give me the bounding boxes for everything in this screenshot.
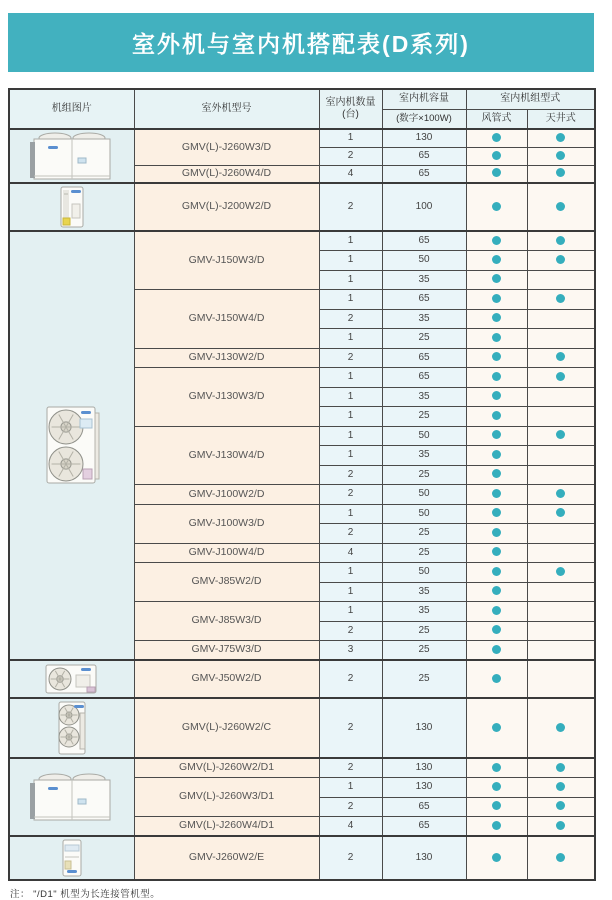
cassette-support-cell xyxy=(527,465,595,485)
indoor-capacity-cell: 25 xyxy=(382,329,466,349)
cassette-support-cell xyxy=(527,582,595,602)
indoor-capacity-cell: 65 xyxy=(382,147,466,165)
support-dot-icon xyxy=(556,236,565,245)
indoor-capacity-cell: 25 xyxy=(382,543,466,563)
support-dot-icon xyxy=(492,853,501,862)
support-dot-icon xyxy=(492,567,501,576)
indoor-qty-cell: 1 xyxy=(319,582,382,602)
support-dot-icon xyxy=(492,674,501,683)
outdoor-model-cell: GMV(L)-J260W4/D xyxy=(134,165,319,183)
indoor-qty-cell: 1 xyxy=(319,778,382,798)
cassette-support-cell xyxy=(527,426,595,446)
support-dot-icon xyxy=(492,236,501,245)
cassette-support-cell xyxy=(527,524,595,544)
duct-support-cell xyxy=(466,504,527,524)
indoor-capacity-cell: 100 xyxy=(382,183,466,231)
support-dot-icon xyxy=(492,430,501,439)
indoor-qty-cell: 1 xyxy=(319,426,382,446)
duct-support-cell xyxy=(466,524,527,544)
indoor-qty-cell: 2 xyxy=(319,660,382,698)
support-dot-icon xyxy=(492,411,501,420)
duct-support-cell xyxy=(466,543,527,563)
indoor-capacity-cell: 25 xyxy=(382,660,466,698)
page-title: 室外机与室内机搭配表(D系列) xyxy=(132,31,470,57)
duct-support-cell xyxy=(466,368,527,388)
outdoor-model-cell: GMV(L)-J200W2/D xyxy=(134,183,319,231)
indoor-qty-cell: 1 xyxy=(319,602,382,622)
cassette-support-cell xyxy=(527,543,595,563)
matching-table xyxy=(8,88,596,881)
unit-image-cell xyxy=(9,698,134,758)
indoor-qty-cell: 1 xyxy=(319,251,382,271)
cassette-support-cell xyxy=(527,446,595,466)
support-dot-icon xyxy=(556,763,565,772)
header-indoor-type: 室内机组型式 xyxy=(466,89,595,109)
cassette-support-cell xyxy=(527,129,595,147)
outdoor-unit-photo-small-horizontal xyxy=(43,661,101,697)
outdoor-model-cell: GMV-J130W4/D xyxy=(134,426,319,485)
unit-image-cell xyxy=(9,129,134,183)
cassette-support-cell xyxy=(527,183,595,231)
outdoor-model-cell: GMV(L)-J260W2/D1 xyxy=(134,758,319,778)
duct-support-cell xyxy=(466,426,527,446)
duct-support-cell xyxy=(466,758,527,778)
indoor-capacity-cell: 130 xyxy=(382,836,466,880)
indoor-capacity-cell: 25 xyxy=(382,621,466,641)
support-dot-icon xyxy=(556,430,565,439)
unit-image-cell xyxy=(9,660,134,698)
header-duct-type: 风管式 xyxy=(466,109,527,129)
support-dot-icon xyxy=(492,821,501,830)
outdoor-model-cell: GMV(L)-J260W4/D1 xyxy=(134,817,319,837)
outdoor-unit-photo-tall-cabinet xyxy=(58,837,86,879)
duct-support-cell xyxy=(466,183,527,231)
indoor-capacity-cell: 25 xyxy=(382,465,466,485)
support-dot-icon xyxy=(492,625,501,634)
indoor-qty-cell: 2 xyxy=(319,147,382,165)
support-dot-icon xyxy=(492,391,501,400)
cassette-support-cell xyxy=(527,602,595,622)
table-row xyxy=(9,698,595,758)
support-dot-icon xyxy=(492,489,501,498)
indoor-capacity-cell: 130 xyxy=(382,698,466,758)
indoor-capacity-cell: 50 xyxy=(382,504,466,524)
footnote: 注： "/D1" 机型为长连接管机型。 xyxy=(10,889,161,900)
support-dot-icon xyxy=(492,645,501,654)
indoor-capacity-cell: 50 xyxy=(382,563,466,583)
support-dot-icon xyxy=(556,133,565,142)
cassette-support-cell xyxy=(527,348,595,368)
outdoor-model-cell: GMV-J75W3/D xyxy=(134,641,319,661)
duct-support-cell xyxy=(466,290,527,310)
duct-support-cell xyxy=(466,270,527,290)
cassette-support-cell xyxy=(527,817,595,837)
indoor-qty-cell: 2 xyxy=(319,348,382,368)
support-dot-icon xyxy=(556,853,565,862)
cassette-support-cell xyxy=(527,309,595,329)
support-dot-icon xyxy=(492,202,501,211)
indoor-qty-cell: 2 xyxy=(319,183,382,231)
header-indoor-capacity: 室内机容量 xyxy=(382,89,466,109)
outdoor-model-cell: GMV-J100W2/D xyxy=(134,485,319,505)
indoor-qty-cell: 1 xyxy=(319,446,382,466)
table-row xyxy=(9,836,595,880)
support-dot-icon xyxy=(556,821,565,830)
indoor-capacity-cell: 35 xyxy=(382,602,466,622)
table-row xyxy=(9,183,595,231)
cassette-support-cell xyxy=(527,660,595,698)
indoor-capacity-cell: 35 xyxy=(382,387,466,407)
indoor-qty-cell: 2 xyxy=(319,309,382,329)
indoor-capacity-cell: 65 xyxy=(382,817,466,837)
indoor-capacity-cell: 50 xyxy=(382,485,466,505)
support-dot-icon xyxy=(492,606,501,615)
cassette-support-cell xyxy=(527,251,595,271)
unit-image-cell xyxy=(9,836,134,880)
cassette-support-cell xyxy=(527,407,595,427)
support-dot-icon xyxy=(492,313,501,322)
support-dot-icon xyxy=(492,528,501,537)
support-dot-icon xyxy=(492,151,501,160)
indoor-qty-cell: 2 xyxy=(319,836,382,880)
outdoor-unit-photo-dual-module xyxy=(28,130,116,182)
indoor-qty-cell: 1 xyxy=(319,129,382,147)
outdoor-model-cell: GMV-J260W2/E xyxy=(134,836,319,880)
support-dot-icon xyxy=(492,372,501,381)
indoor-qty-cell: 2 xyxy=(319,485,382,505)
indoor-qty-cell: 2 xyxy=(319,698,382,758)
duct-support-cell xyxy=(466,778,527,798)
indoor-capacity-cell: 65 xyxy=(382,348,466,368)
outdoor-model-cell: GMV-J85W2/D xyxy=(134,563,319,602)
duct-support-cell xyxy=(466,485,527,505)
support-dot-icon xyxy=(556,202,565,211)
duct-support-cell xyxy=(466,582,527,602)
indoor-qty-cell: 1 xyxy=(319,290,382,310)
cassette-support-cell xyxy=(527,836,595,880)
support-dot-icon xyxy=(492,801,501,810)
duct-support-cell xyxy=(466,329,527,349)
outdoor-unit-photo-small-cabinet xyxy=(56,184,88,230)
indoor-qty-cell: 1 xyxy=(319,368,382,388)
header-indoor-qty-line1: 室内机数量 xyxy=(325,96,376,108)
outdoor-model-cell: GMV-J100W4/D xyxy=(134,543,319,563)
support-dot-icon xyxy=(556,372,565,381)
header-capacity-unit: (数字×100W) xyxy=(382,109,466,129)
outdoor-model-cell: GMV-J50W2/D xyxy=(134,660,319,698)
indoor-capacity-cell: 35 xyxy=(382,446,466,466)
cassette-support-cell xyxy=(527,485,595,505)
indoor-capacity-cell: 130 xyxy=(382,129,466,147)
duct-support-cell xyxy=(466,621,527,641)
support-dot-icon xyxy=(492,274,501,283)
indoor-qty-cell: 4 xyxy=(319,543,382,563)
support-dot-icon xyxy=(492,450,501,459)
support-dot-icon xyxy=(556,489,565,498)
support-dot-icon xyxy=(492,352,501,361)
cassette-support-cell xyxy=(527,329,595,349)
table-row xyxy=(9,231,595,251)
indoor-capacity-cell: 65 xyxy=(382,165,466,183)
header-indoor-qty-line2: (台) xyxy=(342,109,359,120)
support-dot-icon xyxy=(492,723,501,732)
outdoor-unit-photo-vertical-dual-fan xyxy=(52,699,92,757)
duct-support-cell xyxy=(466,165,527,183)
indoor-capacity-cell: 35 xyxy=(382,309,466,329)
indoor-qty-cell: 2 xyxy=(319,465,382,485)
cassette-support-cell xyxy=(527,758,595,778)
support-dot-icon xyxy=(556,508,565,517)
support-dot-icon xyxy=(492,294,501,303)
header-outdoor-model: 室外机型号 xyxy=(134,89,319,129)
indoor-qty-cell: 1 xyxy=(319,387,382,407)
page-title-banner xyxy=(8,13,594,72)
outdoor-model-cell: GMV-J150W4/D xyxy=(134,290,319,349)
header-indoor-qty xyxy=(319,89,382,129)
duct-support-cell xyxy=(466,407,527,427)
outdoor-model-cell: GMV(L)-J260W2/C xyxy=(134,698,319,758)
cassette-support-cell xyxy=(527,504,595,524)
support-dot-icon xyxy=(556,168,565,177)
cassette-support-cell xyxy=(527,368,595,388)
outdoor-model-cell: GMV-J85W3/D xyxy=(134,602,319,641)
header-cassette-type: 天井式 xyxy=(527,109,595,129)
duct-support-cell xyxy=(466,348,527,368)
support-dot-icon xyxy=(492,547,501,556)
indoor-qty-cell: 1 xyxy=(319,407,382,427)
outdoor-model-cell: GMV-J130W2/D xyxy=(134,348,319,368)
duct-support-cell xyxy=(466,797,527,817)
support-dot-icon xyxy=(492,255,501,264)
duct-support-cell xyxy=(466,309,527,329)
support-dot-icon xyxy=(492,763,501,772)
indoor-capacity-cell: 130 xyxy=(382,758,466,778)
cassette-support-cell xyxy=(527,165,595,183)
indoor-qty-cell: 1 xyxy=(319,563,382,583)
cassette-support-cell xyxy=(527,621,595,641)
duct-support-cell xyxy=(466,641,527,661)
indoor-capacity-cell: 65 xyxy=(382,231,466,251)
support-dot-icon xyxy=(556,352,565,361)
outdoor-unit-photo-dual-module xyxy=(28,771,116,823)
cassette-support-cell xyxy=(527,563,595,583)
indoor-qty-cell: 2 xyxy=(319,621,382,641)
support-dot-icon xyxy=(492,333,501,342)
duct-support-cell xyxy=(466,465,527,485)
unit-image-cell xyxy=(9,758,134,836)
support-dot-icon xyxy=(556,151,565,160)
outdoor-unit-photo-large-dual-fan xyxy=(39,403,105,489)
cassette-support-cell xyxy=(527,641,595,661)
indoor-capacity-cell: 25 xyxy=(382,524,466,544)
duct-support-cell xyxy=(466,251,527,271)
indoor-capacity-cell: 25 xyxy=(382,641,466,661)
header-unit-image: 机组图片 xyxy=(9,89,134,129)
duct-support-cell xyxy=(466,446,527,466)
support-dot-icon xyxy=(492,586,501,595)
cassette-support-cell xyxy=(527,290,595,310)
cassette-support-cell xyxy=(527,270,595,290)
cassette-support-cell xyxy=(527,147,595,165)
indoor-qty-cell: 4 xyxy=(319,817,382,837)
support-dot-icon xyxy=(492,133,501,142)
outdoor-model-cell: GMV-J100W3/D xyxy=(134,504,319,543)
indoor-qty-cell: 1 xyxy=(319,270,382,290)
cassette-support-cell xyxy=(527,778,595,798)
indoor-qty-cell: 4 xyxy=(319,165,382,183)
cassette-support-cell xyxy=(527,231,595,251)
support-dot-icon xyxy=(492,469,501,478)
indoor-qty-cell: 1 xyxy=(319,504,382,524)
duct-support-cell xyxy=(466,231,527,251)
outdoor-model-cell: GMV-J130W3/D xyxy=(134,368,319,427)
indoor-capacity-cell: 65 xyxy=(382,797,466,817)
cassette-support-cell xyxy=(527,698,595,758)
duct-support-cell xyxy=(466,387,527,407)
indoor-qty-cell: 2 xyxy=(319,758,382,778)
indoor-capacity-cell: 35 xyxy=(382,270,466,290)
outdoor-model-cell: GMV(L)-J260W3/D xyxy=(134,129,319,165)
duct-support-cell xyxy=(466,147,527,165)
table-row xyxy=(9,129,595,147)
table-row xyxy=(9,660,595,698)
indoor-capacity-cell: 25 xyxy=(382,407,466,427)
indoor-qty-cell: 2 xyxy=(319,524,382,544)
table-row xyxy=(9,758,595,778)
table-header xyxy=(9,89,595,129)
duct-support-cell xyxy=(466,817,527,837)
outdoor-model-cell: GMV(L)-J260W3/D1 xyxy=(134,778,319,817)
duct-support-cell xyxy=(466,698,527,758)
outdoor-model-cell: GMV-J150W3/D xyxy=(134,231,319,290)
support-dot-icon xyxy=(556,782,565,791)
duct-support-cell xyxy=(466,660,527,698)
support-dot-icon xyxy=(556,255,565,264)
cassette-support-cell xyxy=(527,387,595,407)
duct-support-cell xyxy=(466,836,527,880)
duct-support-cell xyxy=(466,563,527,583)
support-dot-icon xyxy=(492,168,501,177)
indoor-capacity-cell: 35 xyxy=(382,582,466,602)
support-dot-icon xyxy=(556,294,565,303)
support-dot-icon xyxy=(556,723,565,732)
indoor-capacity-cell: 50 xyxy=(382,251,466,271)
support-dot-icon xyxy=(492,508,501,517)
unit-image-cell xyxy=(9,183,134,231)
indoor-capacity-cell: 130 xyxy=(382,778,466,798)
indoor-capacity-cell: 65 xyxy=(382,290,466,310)
support-dot-icon xyxy=(556,567,565,576)
indoor-qty-cell: 2 xyxy=(319,797,382,817)
indoor-qty-cell: 3 xyxy=(319,641,382,661)
indoor-qty-cell: 1 xyxy=(319,231,382,251)
duct-support-cell xyxy=(466,129,527,147)
indoor-qty-cell: 1 xyxy=(319,329,382,349)
support-dot-icon xyxy=(492,782,501,791)
cassette-support-cell xyxy=(527,797,595,817)
duct-support-cell xyxy=(466,602,527,622)
indoor-capacity-cell: 50 xyxy=(382,426,466,446)
support-dot-icon xyxy=(556,801,565,810)
indoor-capacity-cell: 65 xyxy=(382,368,466,388)
unit-image-cell xyxy=(9,231,134,660)
